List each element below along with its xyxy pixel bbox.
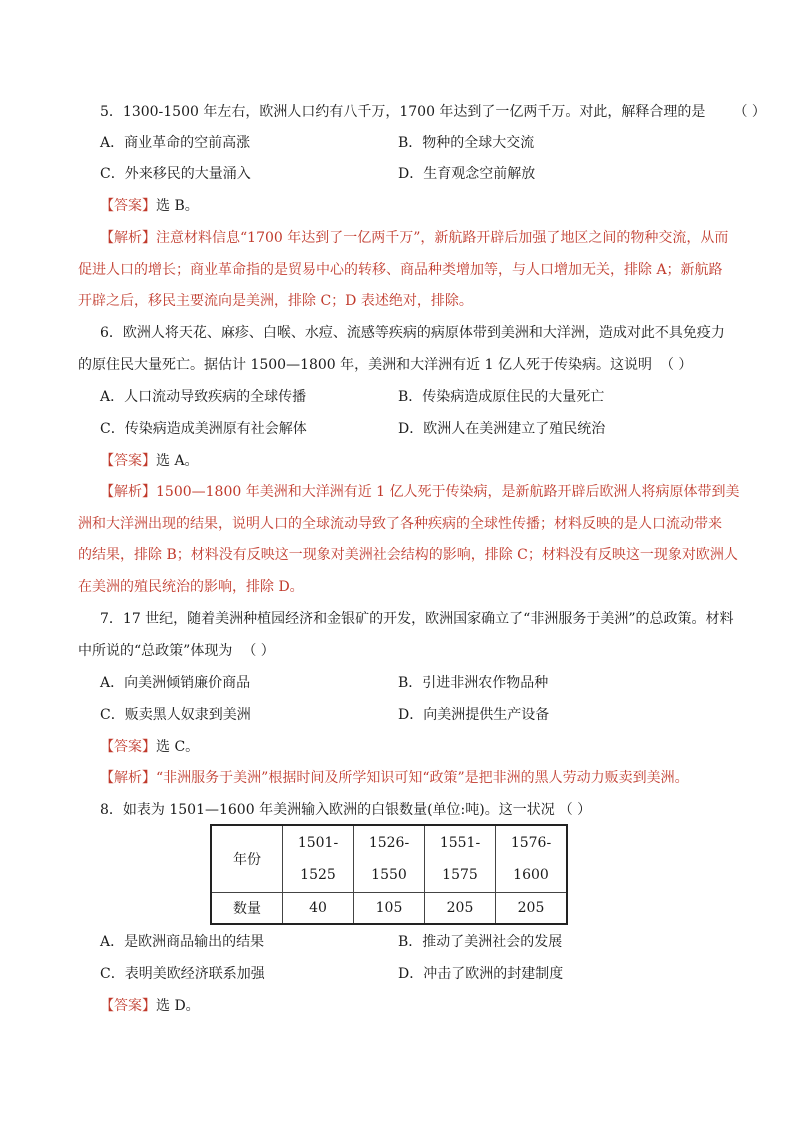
q6-answer-tag: 【答案】 — [100, 453, 156, 469]
table-cell-quantity-1: 40 — [283, 893, 354, 925]
q6-answer — [100, 451, 199, 471]
q6-analysis-tag: 【解析】 — [100, 484, 156, 500]
q6-stem-text: 的原住民大量死亡。据估计 1500—1800 年，美洲和大洋洲有近 1 亿人死于传染病。这说明 — [78, 357, 652, 373]
year-4-end: 1600 — [513, 867, 549, 883]
q5-stem — [100, 102, 766, 122]
q5-option-a: A．商业革命的空前高涨 — [100, 135, 251, 151]
table-cell-quantity-3: 205 — [425, 893, 496, 925]
q5-answer-text: 选 B。 — [156, 198, 199, 214]
q8-option-d: D．冲击了欧洲的封建制度 — [398, 966, 564, 982]
q8-stem — [100, 800, 591, 820]
q7-option-b: B．引进非洲农作物品种 — [398, 675, 549, 691]
q6-stem-line-1: 6．欧洲人将天花、麻疹、白喉、水痘、流感等疾病的病原体带到美洲和大洋洲，造成对此不具免疫力 — [100, 325, 725, 341]
q7-option-c: C．贩卖黑人奴隶到美洲 — [100, 707, 251, 723]
q7-answer-text: 选 C。 — [156, 739, 200, 755]
q8-option-c: C．表明美欧经济联系加强 — [100, 966, 265, 982]
q5-option-d: D．生育观念空前解放 — [398, 166, 536, 182]
q7-answer-tag: 【答案】 — [100, 739, 156, 755]
q8-answer-tag: 【答案】 — [100, 998, 156, 1014]
year-2-start: 1526- — [368, 835, 410, 851]
q6-analysis-text: 1500—1800 年美洲和大洋洲有近 1 亿人死于传染病，是新航路开辟后欧洲人将病原体带到美 — [156, 484, 740, 500]
q6-analysis-line-3: 的结果，排除 B；材料没有反映这一现象对美洲社会结构的影响，排除 C；材料没有反映这一现象对欧洲人 — [78, 547, 738, 563]
q8-paren: （ ） — [558, 802, 592, 818]
year-2-end: 1550 — [371, 867, 407, 883]
q5-analysis-line-3: 开辟之后，移民主要流向是美洲，排除 C；D 表述绝对，排除。 — [78, 293, 473, 309]
q6-analysis-line-4: 在美洲的殖民统治的影响，排除 D。 — [78, 579, 304, 595]
q6-option-c: C．传染病造成美洲原有社会解体 — [100, 421, 307, 437]
q6-option-b: B．传染病造成原住民的大量死亡 — [398, 389, 605, 405]
year-1-start: 1501- — [297, 835, 339, 851]
q7-answer — [100, 737, 199, 757]
q8-option-a: A．是欧洲商品输出的结果 — [100, 934, 265, 950]
q7-analysis-line-1 — [100, 768, 689, 788]
table-row-quantities — [211, 893, 567, 925]
q5-analysis-tag: 【解析】 — [100, 230, 156, 246]
q5-answer — [100, 196, 199, 216]
q7-stem-line-2 — [78, 641, 275, 661]
q6-paren: （ ） — [659, 357, 693, 373]
table-cell-year-3 — [425, 825, 496, 893]
table-cell-quantity-4: 205 — [496, 893, 568, 925]
q8-stem-text: 8．如表为 1501—1600 年美洲输入欧洲的白银数量(单位:吨)。这一状况 — [100, 802, 555, 818]
silver-import-table — [210, 824, 568, 925]
q5-answer-tag: 【答案】 — [100, 198, 156, 214]
q6-analysis-line-1 — [100, 482, 740, 502]
table-cell-year-4 — [496, 825, 568, 893]
q7-option-a: A．向美洲倾销廉价商品 — [100, 675, 251, 691]
table-cell-year-2 — [354, 825, 425, 893]
q5-stem-text: 5．1300-1500 年左右，欧洲人口约有八千万，1700 年达到了一亿两千万。对此，解释合理的是 — [100, 104, 706, 120]
q8-answer — [100, 996, 200, 1016]
q5-paren: （ ） — [733, 104, 766, 120]
q7-stem-text: 中所说的“总政策”体现为 — [78, 643, 233, 659]
q7-option-d: D．向美洲提供生产设备 — [398, 707, 550, 723]
table-cell-quantity-2: 105 — [354, 893, 425, 925]
table-row-years — [211, 825, 567, 893]
q7-stem-line-1: 7．17 世纪，随着美洲种植园经济和金银矿的开发，欧洲国家确立了“非洲服务于美洲”的总政策。材料 — [100, 611, 734, 627]
q8-answer-text: 选 D。 — [156, 998, 200, 1014]
q5-analysis-line-2: 促进人口的增长；商业革命指的是贸易中心的转移、商品种类增加等，与人口增加无关，排除 A；新航路 — [78, 262, 723, 278]
table-header-year: 年份 — [211, 825, 283, 893]
q6-answer-text: 选 A。 — [156, 453, 199, 469]
year-1-end: 1525 — [300, 867, 336, 883]
year-4-start: 1576- — [510, 835, 552, 851]
q7-analysis-tag: 【解析】 — [100, 770, 156, 786]
q5-analysis-text: 注意材料信息“1700 年达到了一亿两千万”，新航路开辟后加强了地区之间的物种交流，从而 — [156, 230, 729, 246]
q7-paren: （ ） — [242, 643, 275, 659]
q8-option-b: B．推动了美洲社会的发展 — [398, 934, 563, 950]
year-3-end: 1575 — [442, 867, 478, 883]
q6-option-d: D．欧洲人在美洲建立了殖民统治 — [398, 421, 606, 437]
q7-analysis-text: “非洲服务于美洲”根据时间及所学知识可知“政策”是把非洲的黑人劳动力贩卖到美洲。 — [156, 770, 689, 786]
table-cell-year-1 — [283, 825, 354, 893]
year-3-start: 1551- — [439, 835, 481, 851]
q6-analysis-line-2: 洲和大洋洲出现的结果，说明人口的全球流动导致了各种疾病的全球性传播；材料反映的是人口流动带来 — [78, 516, 722, 532]
q5-option-b: B．物种的全球大交流 — [398, 135, 535, 151]
q5-analysis-line-1 — [100, 228, 728, 248]
table-header-quantity: 数量 — [211, 893, 283, 925]
q5-option-c: C．外来移民的大量涌入 — [100, 166, 251, 182]
q6-stem-line-2 — [78, 355, 692, 375]
q6-option-a: A．人口流动导致疾病的全球传播 — [100, 389, 307, 405]
